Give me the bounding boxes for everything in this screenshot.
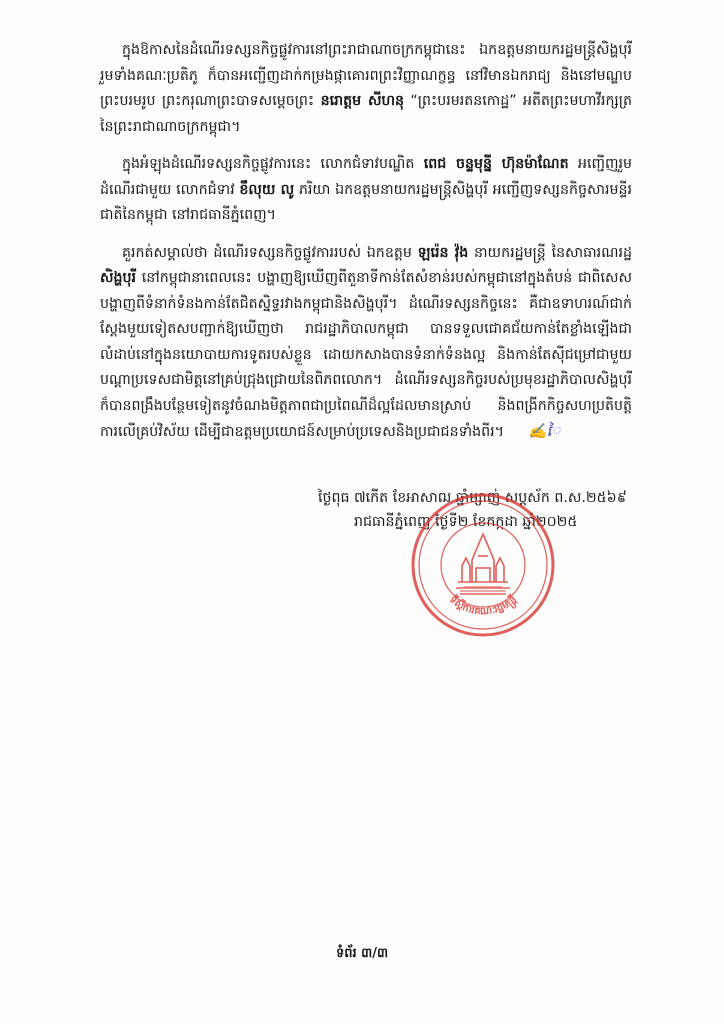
paragraph-2-text-c: ភរិយា ឯកឧត្តមនាយករដ្ឋមន្ត្រីសិង្ហបុរី អញ្ជើញទស្សនកិច្ចសារមន្ទីរជាតិនៃកម្ពុជា នៅរាជធានីភ្នំពេញ។ (100, 181, 632, 223)
lunar-date-line: ថ្ងៃពុធ ៧កើត ខែអាសាឍ ឆ្នាំម្សាញ់ សប្តស័ក ព.ស.២៥៦៩ (318, 490, 627, 506)
paragraph-2-text-b: អញ្ជើញរួមដំណើរជាមួយ លោកជំទាវ (100, 156, 632, 198)
handwritten-initial: ✍ៃ (527, 422, 561, 440)
paragraph-2-name-loo: ខឹលុយ លូ (239, 181, 295, 198)
paragraph-1-text-b: “ព្រះបរមរតនកោដ្ឋ” អតីតព្រះមហាវីរក្សត្រនៃព្រះរាជាណាចក្រកម្ពុជា។ (100, 93, 633, 135)
paragraph-3-text-b: នាយករដ្ឋមន្ត្រី នៃសាធារណរដ្ឋ (468, 244, 632, 261)
seal-text: ទីស្តីការគណៈរដ្ឋមន្ត្រី (446, 594, 520, 618)
paragraph-1 (100, 38, 632, 140)
gregorian-date-line: រាជធានីភ្នំពេញ ថ្ងៃទី២ ខែកក្កដា ឆ្នាំ២០២៥ (354, 514, 578, 530)
paragraph-2 (100, 152, 632, 229)
paragraph-2-name-pich-chanmony: ពេជ ចន្ទមុន្នី ហ៊ុនម៉ាណែត (423, 156, 569, 172)
paragraph-3-text-c: នៅកម្ពុជានាពេលនេះ បង្ហាញឱ្យឃើញពីតួនាទីកាន់តែសំខាន់របស់កម្ពុជានៅក្នុងតំបន់ ជាពិសេសបង្ហាញពីទំនាក់ទំនងកាន់តែជិតស្និទ្ធរវាងកម្ពុជានិងសិង្ហបុរី។ ដំណើរទស្សនកិច្ចនេះ គឺជាឧទាហរណ៍ជាក់ស្តែងមួយទៀតសបញ្ជាក់ឱ្យឃើញថា រាជរដ្ឋាភិបាលកម្ពុជា បានទទួលជោគជ័យកាន់តែខ្លាំងឡើងជាលំដាប់នៅក្នុងនយោបាយការទូតរបស់ខ្លួន ដោយកសាងបានទំនាក់ទំនងល្អ និងកាន់តែស៊ីជម្រៅជាមួយបណ្តាប្រទេសជាមិត្តនៅគ្រប់ជ្រុងជ្រោយនៃពិភពលោក។ ដំណើរទស្សនកិច្ចរបស់ប្រមុខរដ្ឋាភិបាលសិង្ហបុរី ក៏បានពង្រឹងបន្ថែមទៀតនូវចំណងមិត្តភាពជាប្រពៃណីដ៏ល្អដែលមានស្រាប់ និងពង្រីកកិច្ចសហប្រតិបត្តិការលើគ្រប់វិស័យ ដើម្បីជាឧត្តមប្រយោជន៍សម្រាប់ប្រទេសនិងប្រជាជនទាំងពីរ។ (100, 270, 632, 440)
page-number: ទំព័រ ៣/៣ (335, 946, 389, 961)
paragraph-1-name-sihanouk: នរោត្តម សីហនុ (320, 93, 404, 109)
paragraph-3-name-singapore: សិង្ហបុរី (100, 270, 137, 286)
paragraph-1-text-a: ក្នុងឱកាសនៃដំណើរទស្សនកិច្ចផ្លូវការនៅព្រះរាជាណាចក្រកម្ពុជានេះ ឯកឧត្តមនាយករដ្ឋមន្ត្រីសិង្ហបុរី រួមទាំងគណៈប្រតិភូ ក៏បានអញ្ជើញដាក់កម្រងផ្កាគោរពព្រះវិញ្ញាណក្ខន្ធ នៅវិមានឯករាជ្យ និងនៅមណ្ឌបព្រះបរមរូប ព្រះករុណាព្រះបាទសម្តេចព្រះ (100, 42, 632, 109)
date-block (318, 486, 648, 534)
angkor-emblem (456, 534, 510, 594)
paragraph-3-text-a: គួរកត់សម្គាល់ថា ដំណើរទស្សនកិច្ចផ្លូវការរបស់ ឯកឧត្តម (122, 244, 418, 261)
paragraph-3-name-lawrence-wong: ឡរ៉េន វ៉ុង (417, 244, 469, 261)
paragraph-2-text-a: ក្នុងអំឡុងដំណើរទស្សនកិច្ចផ្លូវការនេះ លោកជំទាវបណ្ឌិត (122, 156, 424, 172)
paragraph-3 (100, 241, 632, 446)
document-body (100, 38, 632, 458)
